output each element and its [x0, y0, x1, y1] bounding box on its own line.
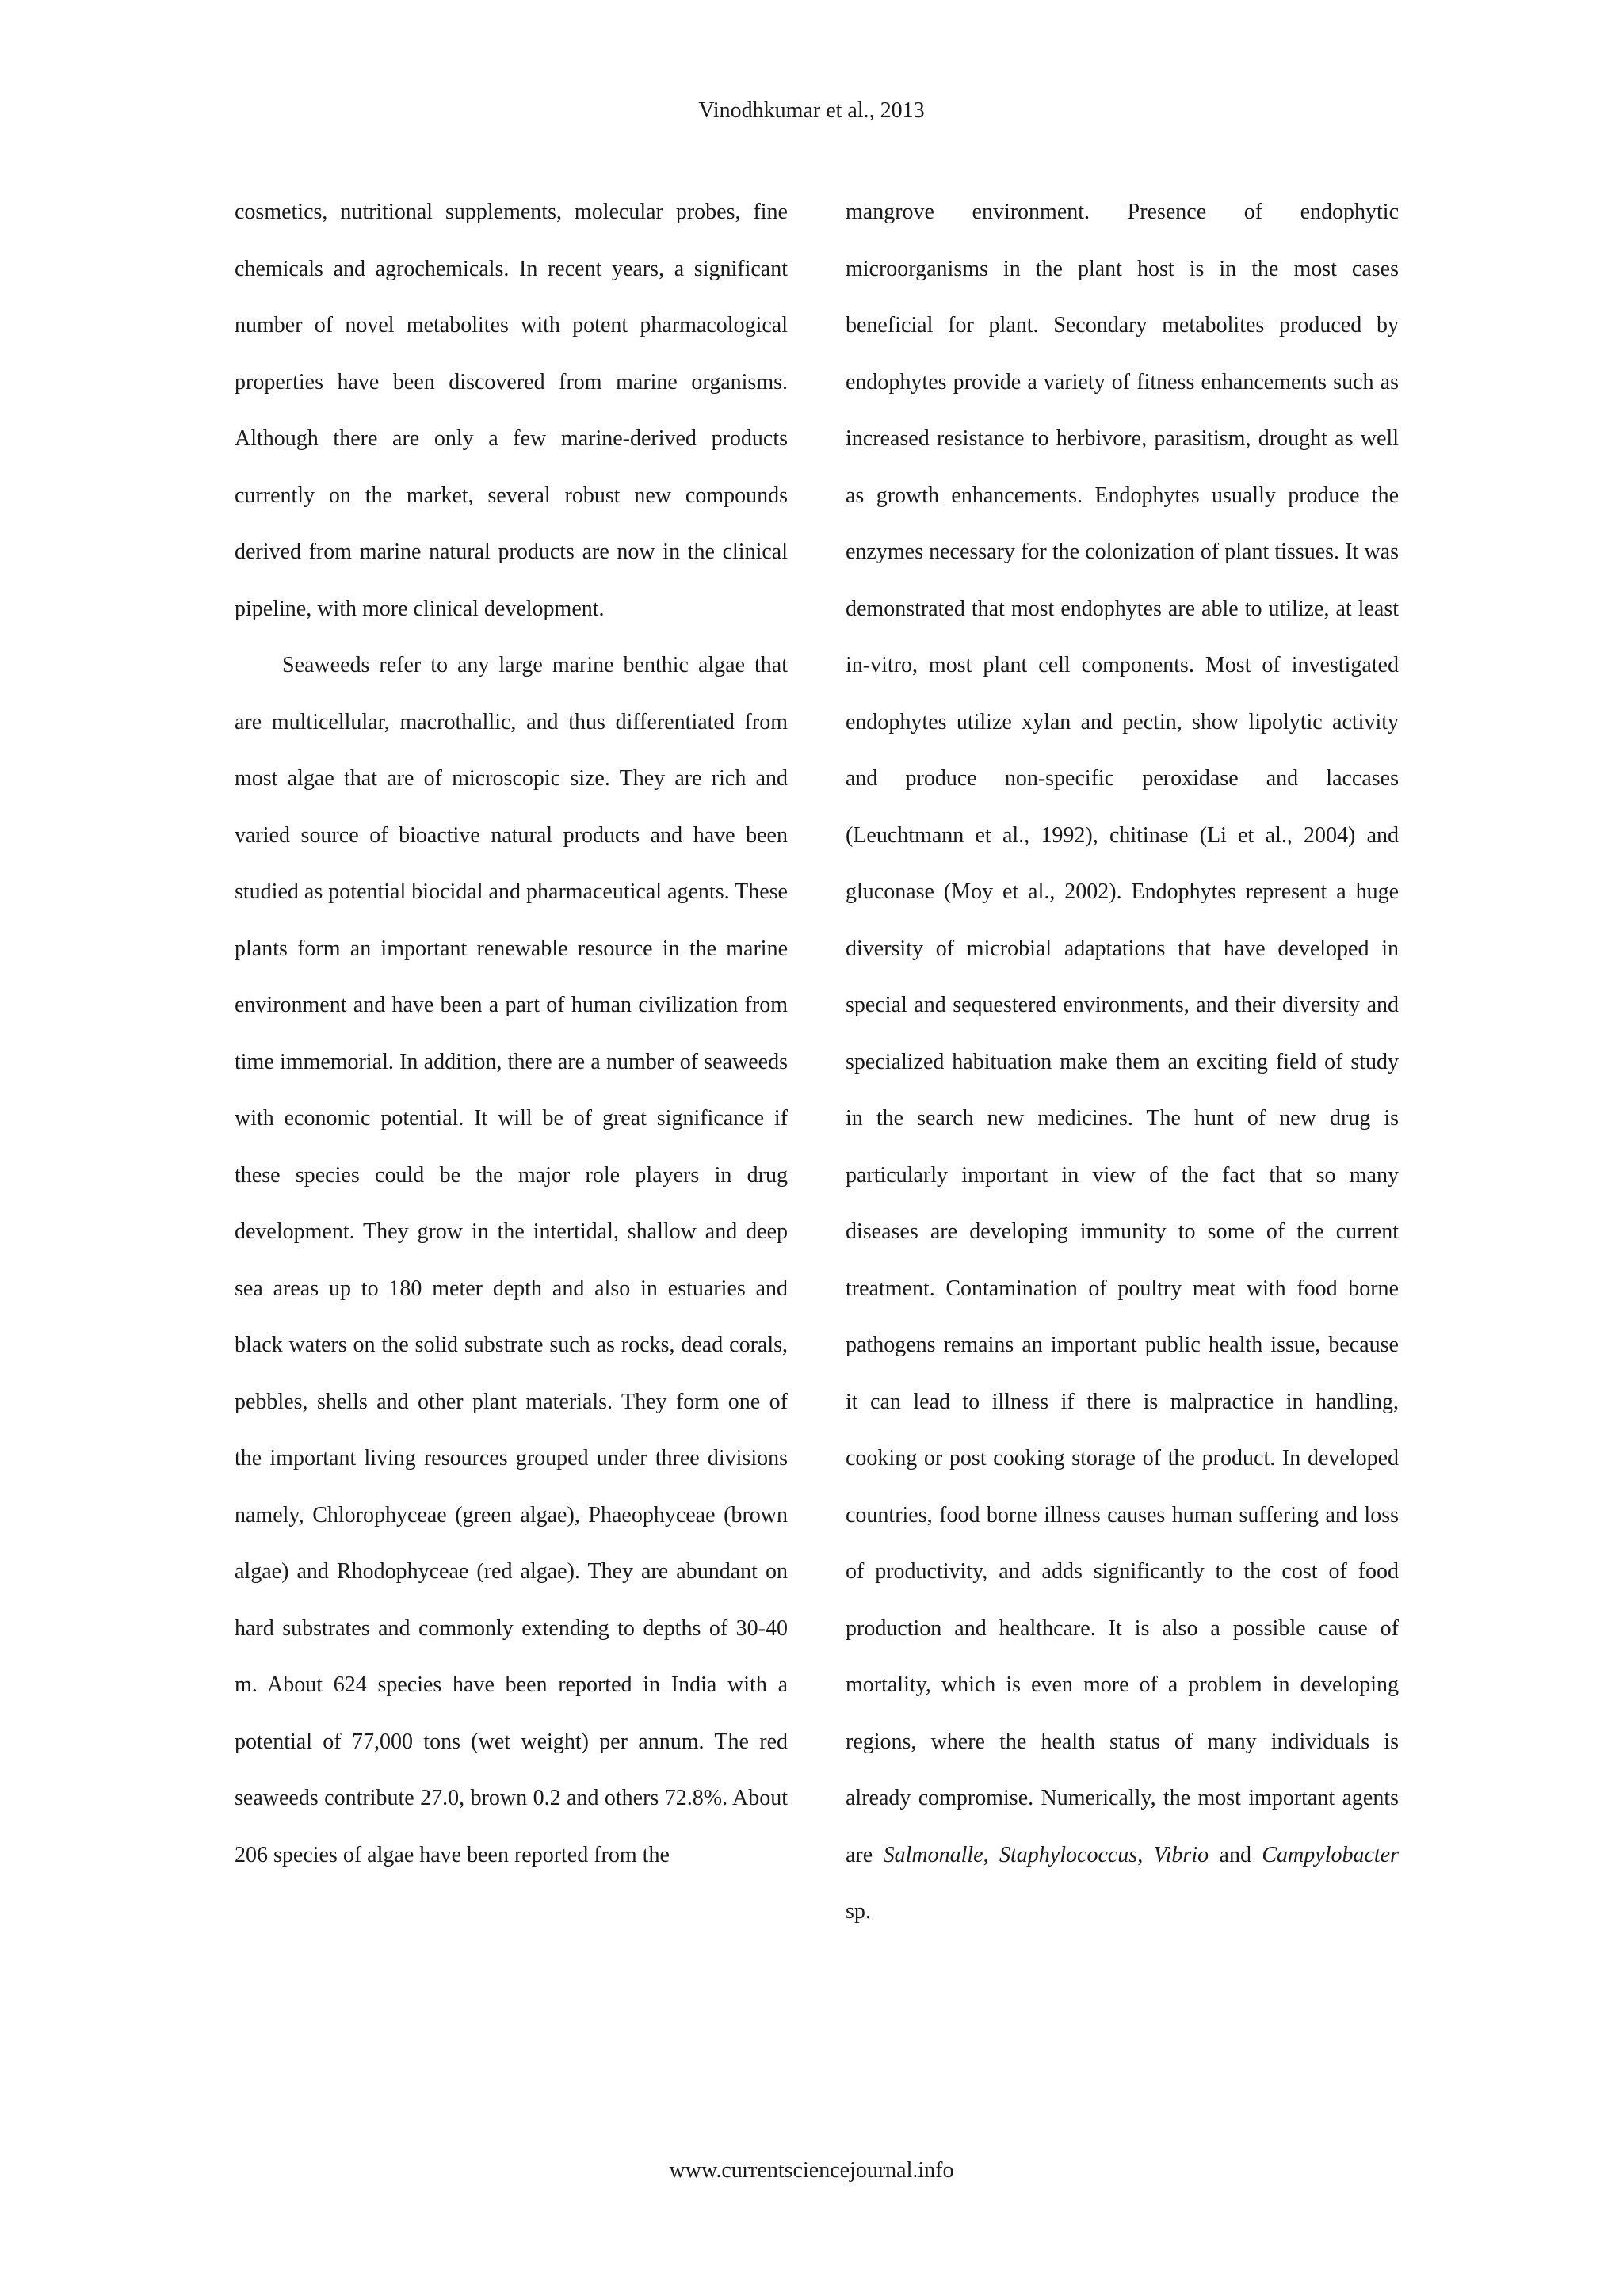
footer-url: www.currentsciencejournal.info: [669, 2158, 954, 2183]
running-head: Vinodhkumar et al., 2013: [698, 98, 925, 123]
left-column: [235, 184, 788, 1883]
right-column: [846, 184, 1399, 1940]
paragraph-endophytes: [846, 184, 1399, 1940]
separator: and: [1209, 1842, 1262, 1867]
separator: ,: [983, 1842, 1000, 1867]
paragraph-tail: sp.: [846, 1899, 871, 1924]
paragraph-seaweeds: Seaweeds refer to any large marine benthic algae that are multicellular, macrothallic, and thus differentiated from most algae that are of microscopic size. They are rich and varied source of bioactive natural products and have been studied as potential biocidal and pharmaceutical agents. These plants form an important renewable resource in the marine environment and have been a part of human civilization from time immemorial. In addition, there are a number of seaweeds with economic potential. It will be of great significance if these species could be the major role players in drug development. They grow in the intertidal, shallow and deep sea areas up to 180 meter depth and also in estuaries and black waters on the solid substrate such as rocks, dead corals, pebbles, shells and other plant materials. They form one of the important living resources grouped under three divisions namely, Chlorophyceae (green algae), Phaeophyceae (brown algae) and Rhodophyceae (red algae). They are abundant on hard substrates and commonly extending to depths of 30-40 m. About 624 species have been reported in India with a potential of 77,000 tons (wet weight) per annum. The red seaweeds contribute 27.0, brown 0.2 and others 72.8%. About 206 species of algae have been reported from the: [235, 653, 788, 1867]
organism-name: Campylobacter: [1262, 1842, 1400, 1867]
separator: ,: [1137, 1842, 1154, 1867]
paragraph-continued: cosmetics, nutritional supplements, molecular probes, fine chemicals and agrochemicals. In recent years, a significant number of novel metabolites with potent pharmacological properties have been discovered from marine organisms. Although there are only a few marine-derived products currently on the market, several robust new compounds derived from marine natural products are now in the clinical pipeline, with more clinical development.: [235, 200, 788, 621]
paragraph-text: mangrove environment. Presence of endophytic microorganisms in the plant host is in the most cases beneficial for plant. Secondary metabolites produced by endophytes provide a variety of fitness enhancements such as increased resistance to herbivore, parasitism, drought as well as growth enhancements. Endophytes usually produce the enzymes necessary for the colonization of plant tissues. It was demonstrated that most endophytes are able to utilize, at least in-vitro, most plant cell components. Most of investigated endophytes utilize xylan and pectin, show lipolytic activity and produce non-specific peroxidase and laccases (Leuchtmann et al., 1992), chitinase (Li et al., 2004) and gluconase (Moy et al., 2002). Endophytes represent a huge diversity of microbial adaptations that have developed in special and sequestered environments, and their diversity and specialized habituation make them an exciting field of study in the search new medicines. The hunt of new drug is particularly important in view of the fact that so many diseases are developing immunity to some of the current treatment. Contamination of poultry meat with food borne pathogens remains an important public health issue, because it can lead to illness if there is malpractice in handling, cooking or post cooking storage of the product. In developed countries, food borne illness causes human suffering and loss of productivity, and adds significantly to the cost of food production and healthcare. It is also a possible cause of mortality, which is even more of a problem in developing regions, where the health status of many individuals is already compromise. Numerically, the most important agents are: [846, 200, 1399, 1867]
organism-name: Vibrio: [1153, 1842, 1209, 1867]
organism-name: Salmonalle: [883, 1842, 983, 1867]
organism-name: Staphylococcus: [999, 1842, 1138, 1867]
